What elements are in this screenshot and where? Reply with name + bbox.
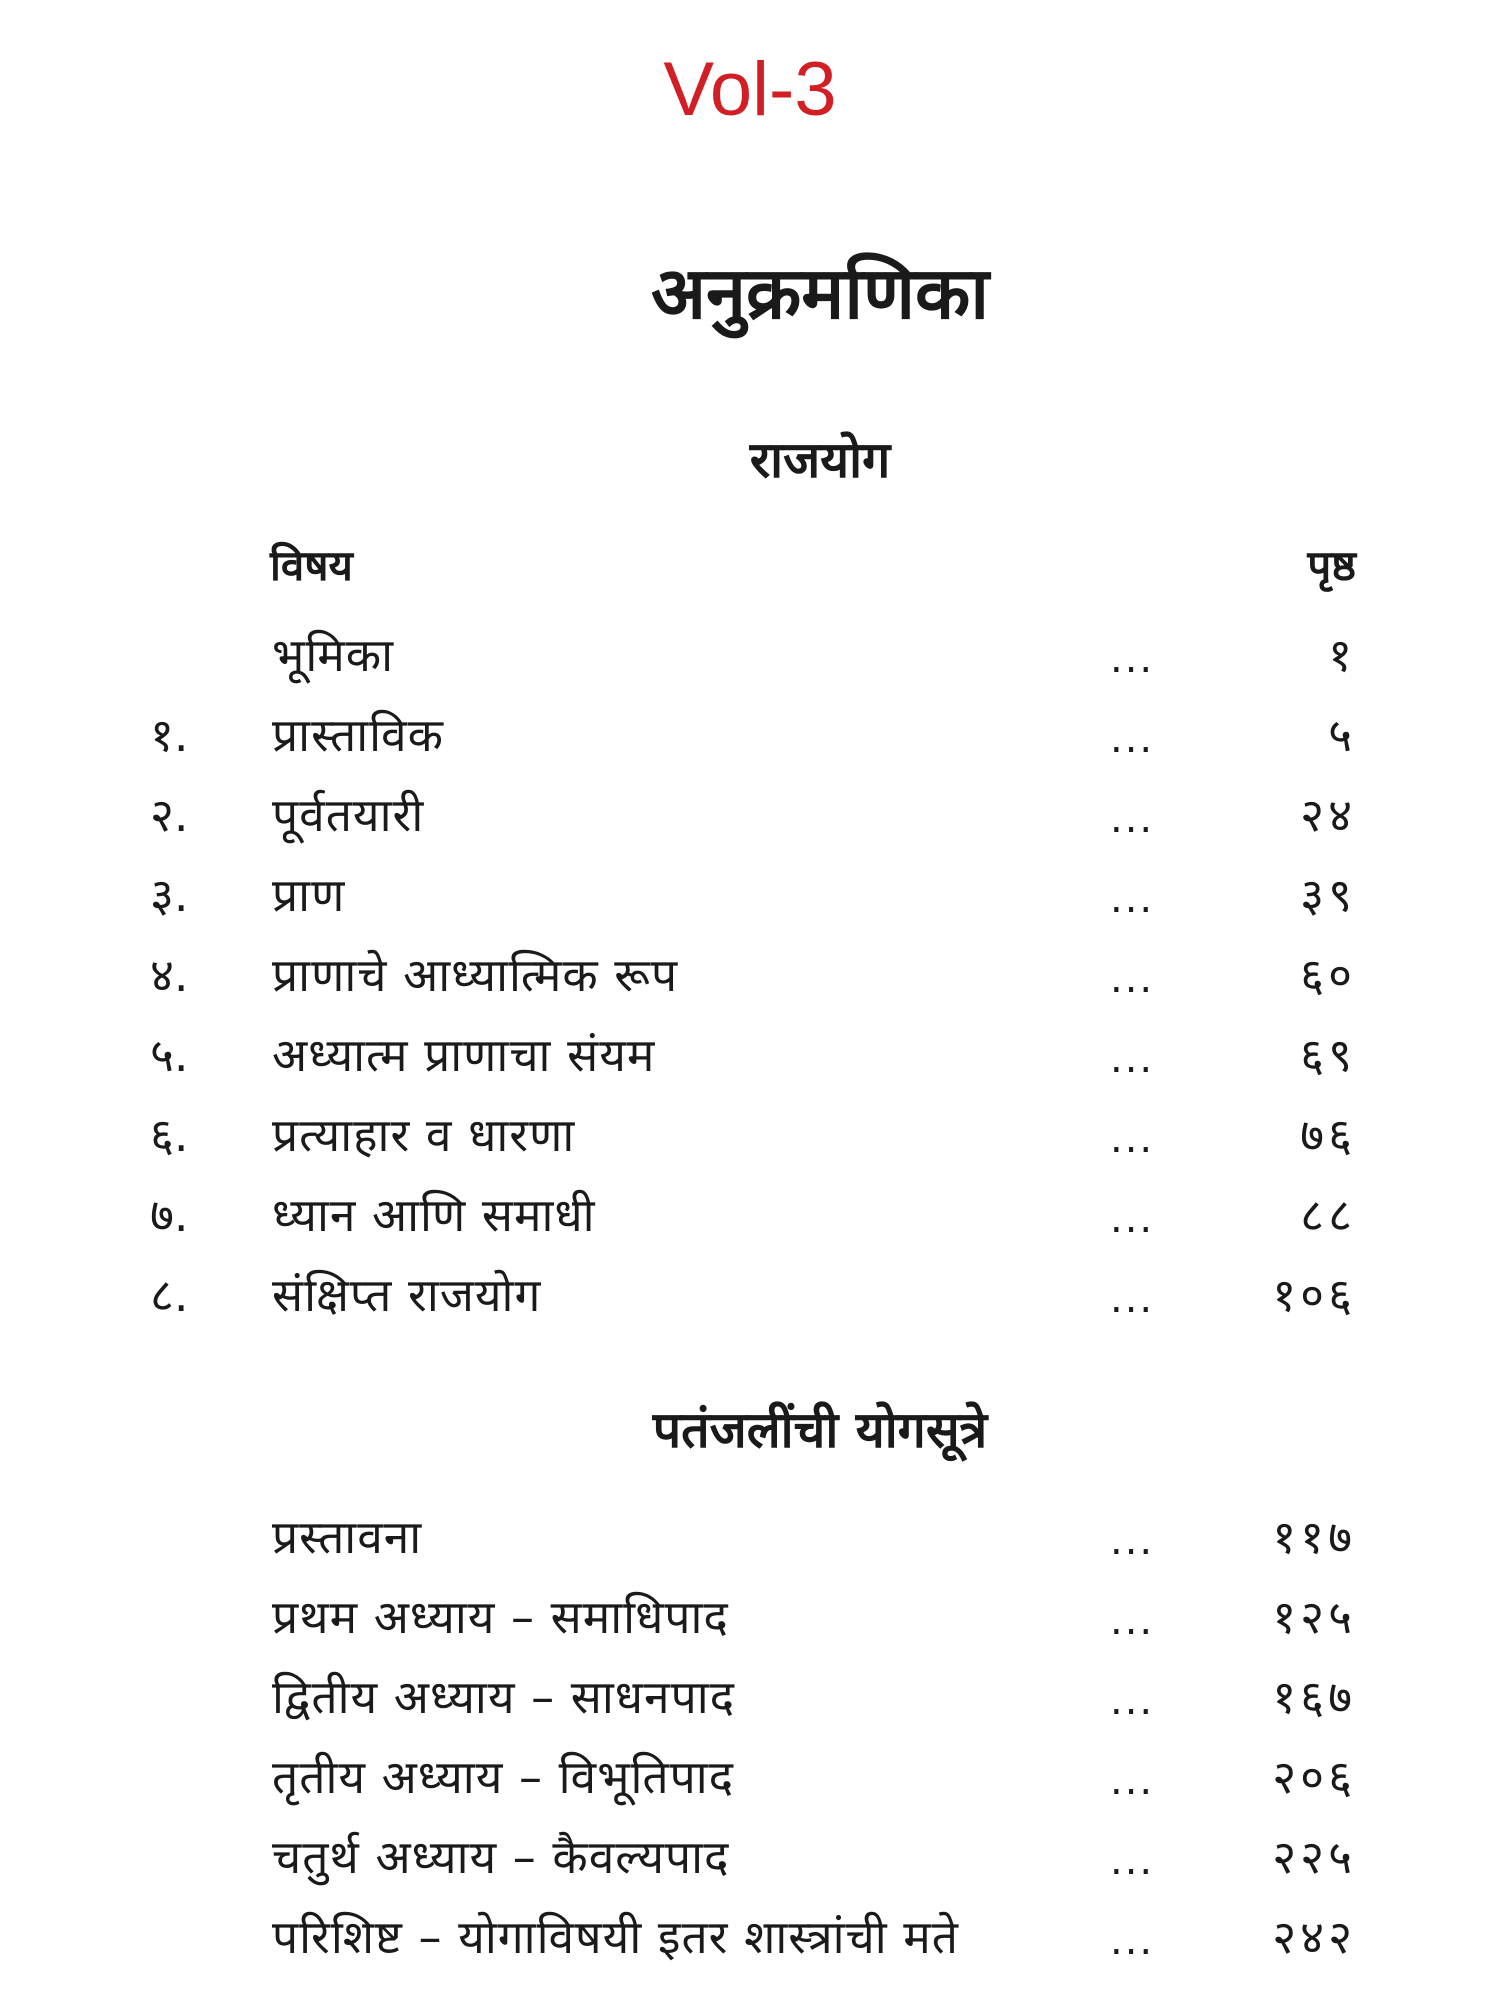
entry-number: ६. (150, 1108, 189, 1162)
entry-number: १. (150, 708, 189, 762)
entry-page-number: ११७ (1272, 1510, 1356, 1564)
entry-page-number: ७६ (1300, 1108, 1356, 1162)
entry-leader-dots: ... (1110, 1518, 1155, 1564)
toc-entry (0, 1502, 1500, 1572)
entry-page-number: ८८ (1300, 1188, 1356, 1242)
entry-title: प्रस्तावना (272, 1510, 423, 1564)
entry-title: भूमिका (272, 628, 395, 682)
toc-entry (0, 780, 1500, 850)
entry-page-number: १०६ (1272, 1268, 1356, 1322)
toc-entry (0, 1020, 1500, 1090)
volume-label: Vol-3 (663, 47, 837, 132)
section-heading-yogasutras: पतंजलींची योगसूत्रे (652, 1401, 988, 1459)
toc-header-row (270, 536, 1356, 596)
toc-entry (0, 940, 1500, 1010)
entry-title: पूर्वतयारी (272, 788, 425, 842)
entry-page-number: २०६ (1272, 1750, 1356, 1804)
entry-number: ७. (150, 1188, 189, 1242)
entry-leader-dots: ... (1110, 1036, 1155, 1082)
entry-title: द्वितीय अध्याय – साधनपाद (272, 1670, 736, 1724)
entry-leader-dots: ... (1110, 636, 1155, 682)
entry-number: २. (150, 788, 189, 842)
entry-number: ५. (150, 1028, 189, 1082)
entry-title: चतुर्थ अध्याय – कैवल्यपाद (272, 1830, 730, 1884)
toc-entry (0, 860, 1500, 930)
toc-entry (0, 1582, 1500, 1652)
entry-title: ध्यान आणि समाधी (272, 1188, 596, 1242)
entry-page-number: २२५ (1272, 1830, 1356, 1884)
entry-leader-dots: ... (1110, 1758, 1155, 1804)
toc-entry (0, 1662, 1500, 1732)
entry-page-number: ५ (1328, 708, 1356, 762)
entry-title: संक्षिप्त राजयोग (272, 1268, 542, 1322)
entry-leader-dots: ... (1110, 716, 1155, 762)
entry-page-number: २४ (1300, 788, 1356, 842)
entry-title: प्रत्याहार व धारणा (272, 1108, 576, 1162)
entry-leader-dots: ... (1110, 1196, 1155, 1242)
entry-title: अध्यात्म प्राणाचा संयम (272, 1028, 656, 1082)
entry-leader-dots: ... (1110, 1598, 1155, 1644)
entry-title: तृतीय अध्याय – विभूतिपाद (272, 1750, 735, 1804)
section-heading-rajyoga: राजयोग (749, 431, 891, 489)
entry-leader-dots: ... (1110, 956, 1155, 1002)
entry-title: प्राणाचे आध्यात्मिक रूप (272, 948, 679, 1002)
entry-page-number: १६७ (1272, 1670, 1356, 1724)
entry-page-number: १ (1328, 628, 1356, 682)
entry-leader-dots: ... (1110, 1116, 1155, 1162)
toc-entry (0, 1100, 1500, 1170)
entry-page-number: ६० (1300, 948, 1356, 1002)
entry-title: प्रथम अध्याय – समाधिपाद (272, 1590, 729, 1644)
entry-title: प्रास्ताविक (272, 708, 444, 762)
entry-number: ४. (150, 948, 189, 1002)
toc-entry (0, 1260, 1500, 1330)
entry-title: प्राण (272, 868, 346, 922)
entry-leader-dots: ... (1110, 876, 1155, 922)
page-title: अनुक्रमणिका (651, 251, 989, 335)
toc-entry (0, 1822, 1500, 1892)
entry-leader-dots: ... (1110, 1838, 1155, 1884)
toc-entry (0, 620, 1500, 690)
entry-title: परिशिष्ट – योगाविषयी इतर शास्त्रांची मते (272, 1910, 959, 1964)
subject-column-header: विषय (270, 541, 353, 590)
toc-entry (0, 1742, 1500, 1812)
entry-leader-dots: ... (1110, 1678, 1155, 1724)
toc-entry (0, 1902, 1500, 1972)
entry-page-number: ३९ (1300, 868, 1356, 922)
entry-page-number: १२५ (1272, 1590, 1356, 1644)
toc-entry (0, 700, 1500, 770)
entry-number: ३. (150, 868, 189, 922)
page-column-header: पृष्ठ (1307, 541, 1356, 590)
entry-leader-dots: ... (1110, 1918, 1155, 1964)
toc-entry (0, 1180, 1500, 1250)
entry-number: ८. (150, 1268, 189, 1322)
entry-page-number: ६९ (1300, 1028, 1356, 1082)
entry-page-number: २४२ (1272, 1910, 1356, 1964)
entry-leader-dots: ... (1110, 1276, 1155, 1322)
entry-leader-dots: ... (1110, 796, 1155, 842)
